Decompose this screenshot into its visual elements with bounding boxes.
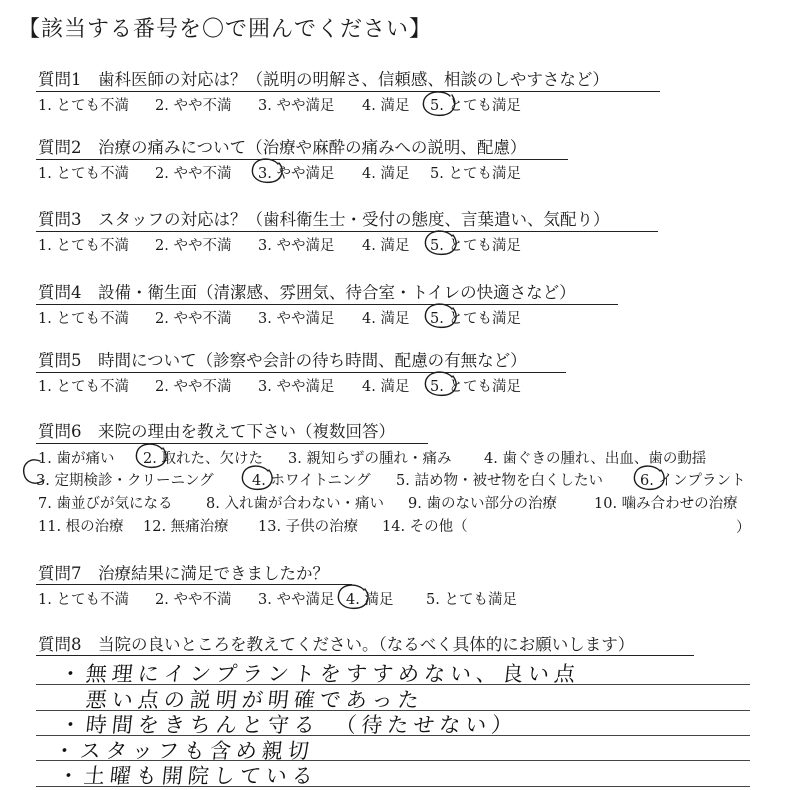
q6-option-whitening[interactable]: 4. ホワイトニング	[252, 473, 371, 489]
q6-option-1[interactable]: 1. 歯が痛い	[38, 451, 115, 467]
circle-mark-q1-5	[423, 92, 454, 115]
circle-mark-q6-3	[24, 460, 44, 483]
handwritten-answer-2: 悪い点の説明が明確であった	[84, 688, 425, 712]
q2-option-3[interactable]: 3. やや満足	[258, 166, 335, 182]
q4-option-4[interactable]: 4. 満足	[362, 311, 410, 327]
q1-option-1[interactable]: 1. とても不満	[38, 98, 129, 114]
q6-option-2[interactable]: 2. 取れた、欠けた	[143, 451, 263, 467]
circle-mark-q6-6	[634, 466, 664, 489]
q6-option-5[interactable]: 5. 詰め物・被せ物を白くしたい	[396, 473, 603, 489]
q6-option-4[interactable]: 4. 歯ぐきの腫れ、出血、歯の動揺	[484, 451, 707, 467]
q7-option-1[interactable]: 1. とても不満	[38, 592, 129, 608]
q5-option-3[interactable]: 3. やや満足	[258, 379, 335, 395]
q7-option-4[interactable]: 4. 満足	[346, 592, 394, 608]
q3-option-3[interactable]: 3. やや満足	[258, 238, 335, 254]
question-4-heading: 質問4 設備・衛生面（清潔感、雰囲気、待合室・トイレの快適さなど）	[38, 283, 576, 302]
q6-option-checkup[interactable]: 3. 定期検診・クリーニング	[36, 473, 214, 489]
q6-other-close-paren: ）	[736, 520, 751, 536]
circle-mark-q6-4	[242, 466, 272, 489]
q2-option-4[interactable]: 4. 満足	[362, 166, 410, 182]
handwritten-answer-5: ・土曜も開院している	[56, 764, 320, 788]
q6-option-9[interactable]: 9. 歯のない部分の治療	[408, 496, 557, 512]
q7-option-3[interactable]: 3. やや満足	[258, 592, 335, 608]
q7-option-2[interactable]: 2. やや不満	[155, 592, 232, 608]
handwritten-answer-3: ・時間をきちんと守る （待たせない）	[58, 713, 519, 737]
q4-option-3[interactable]: 3. やや満足	[258, 311, 335, 327]
circle-mark-q2-3	[252, 159, 282, 182]
question-2-heading: 質問2 治療の痛みについて（治療や麻酔の痛みへの説明、配慮）	[38, 138, 527, 157]
q5-option-4[interactable]: 4. 満足	[362, 379, 410, 395]
q6-option-14[interactable]: 14. その他（	[382, 519, 468, 535]
q6-option-10[interactable]: 10. 噛み合わせの治療	[594, 496, 738, 512]
circle-mark-q6-2	[136, 444, 166, 467]
q5-option-2[interactable]: 2. やや不満	[155, 379, 232, 395]
q1-option-5[interactable]: 5. とても満足	[430, 98, 521, 114]
q6-option-8[interactable]: 8. 入れ歯が合わない・痛い	[206, 496, 384, 512]
q5-option-1[interactable]: 1. とても不満	[38, 379, 129, 395]
q1-option-3[interactable]: 3. やや満足	[258, 98, 335, 114]
handwritten-answer-1: ・無理にインプラントをすすめない、良い点	[58, 662, 582, 686]
circle-mark-q4-5	[425, 304, 456, 327]
q6-option-7[interactable]: 7. 歯並びが気になる	[38, 496, 173, 512]
q2-option-5[interactable]: 5. とても満足	[430, 166, 521, 182]
question-1-heading: 質問1 歯科医師の対応は？（説明の明解さ、信頼感、相談のしやすさなど）	[38, 70, 609, 89]
q6-option-13[interactable]: 13. 子供の治療	[258, 519, 359, 535]
q6-option-3[interactable]: 3. 親知らずの腫れ・痛み	[288, 451, 452, 467]
circle-mark-q7-4	[338, 585, 368, 608]
q6-option-11[interactable]: 11. 根の治療	[38, 519, 124, 535]
question-8-heading: 質問8 当院の良いところを教えてください。（なるべく具体的にお願いします）	[38, 635, 635, 654]
question-5-heading: 質問5 時間について（診察や会計の待ち時間、配慮の有無など）	[38, 351, 527, 370]
q4-option-2[interactable]: 2. やや不満	[155, 311, 232, 327]
question-3-heading: 質問3 スタッフの対応は？（歯科衛生士・受付の態度、言葉遣い、気配り）	[38, 210, 610, 229]
circle-mark-q5-5	[425, 372, 456, 395]
q5-option-5[interactable]: 5. とても満足	[430, 379, 521, 395]
q6-option-6[interactable]: 6. インプラント	[640, 473, 746, 489]
q3-option-1[interactable]: 1. とても不満	[38, 238, 129, 254]
q6-option-12[interactable]: 12. 無痛治療	[143, 519, 229, 535]
q4-option-5[interactable]: 5. とても満足	[430, 311, 521, 327]
q3-option-4[interactable]: 4. 満足	[362, 238, 410, 254]
handwritten-answer-4: ・スタッフも含め親切	[52, 739, 316, 763]
q1-option-4[interactable]: 4. 満足	[362, 98, 410, 114]
question-7-heading: 質問7 治療結果に満足できましたか？	[38, 564, 329, 583]
question-6-heading: 質問6 来院の理由を教えて下さい（複数回答）	[38, 422, 395, 441]
page-title: 【該当する番号を〇で囲んでください】	[18, 17, 433, 42]
q4-option-1[interactable]: 1. とても不満	[38, 311, 129, 327]
circle-mark-q3-5	[425, 231, 456, 254]
q7-option-5[interactable]: 5. とても満足	[426, 592, 517, 608]
q3-option-2[interactable]: 2. やや不満	[155, 238, 232, 254]
q2-option-2[interactable]: 2. やや不満	[155, 166, 232, 182]
q3-option-5[interactable]: 5. とても満足	[430, 238, 521, 254]
q2-option-1[interactable]: 1. とても不満	[38, 166, 129, 182]
q1-option-2[interactable]: 2. やや不満	[155, 98, 232, 114]
